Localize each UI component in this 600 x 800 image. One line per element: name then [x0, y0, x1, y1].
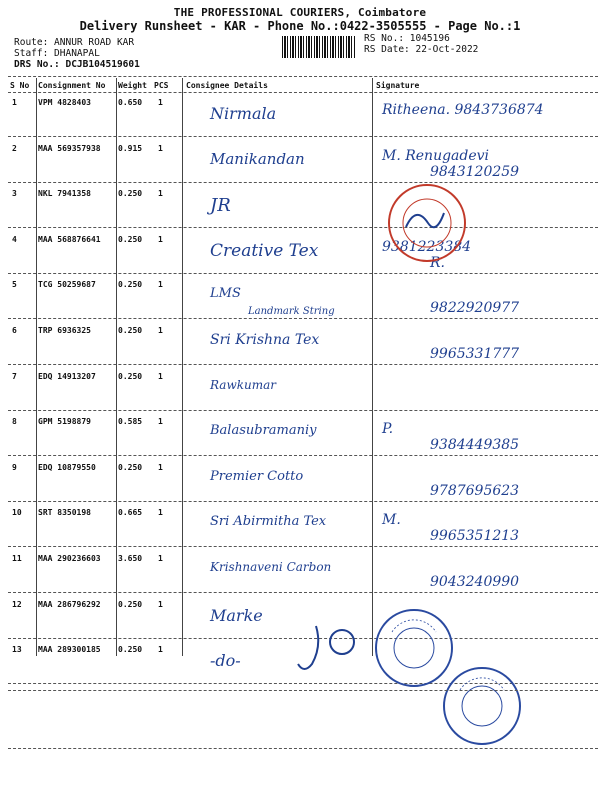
consignment-number: VPM 4828403 — [38, 98, 91, 107]
rs-number: RS No.: 1045196 — [364, 33, 450, 44]
row-divider — [8, 592, 598, 593]
row-divider — [8, 136, 598, 137]
column-header-sno: S No — [10, 81, 30, 90]
consignment-number: EDQ 14913207 — [38, 372, 96, 381]
row-serial-number: 12 — [12, 600, 22, 609]
row-weight: 3.650 — [118, 554, 143, 563]
row-weight: 0.250 — [118, 645, 143, 654]
row-weight: 0.650 — [118, 98, 143, 107]
row-pcs: 1 — [158, 508, 163, 517]
consignment-number: MAA 568876641 — [38, 235, 101, 244]
receiver-signature: M. — [382, 512, 401, 528]
column-divider — [372, 78, 373, 656]
consignee-name: Sri Abirmitha Tex — [210, 514, 327, 529]
consignee-name: Manikandan — [210, 150, 305, 168]
consignment-number: TRP 6936325 — [38, 326, 91, 335]
row-serial-number: 13 — [12, 645, 22, 654]
row-pcs: 1 — [158, 144, 163, 153]
consignment-number: MAA 286796292 — [38, 600, 101, 609]
consignee-name: LMS — [210, 286, 241, 301]
receiver-phone: 9384449385 — [430, 437, 520, 453]
column-header-consignment: Consignment No — [38, 81, 106, 90]
rs-info-block — [364, 33, 478, 55]
row-pcs: 1 — [158, 326, 163, 335]
row-divider — [8, 546, 598, 547]
row-divider — [8, 501, 598, 502]
row-serial-number: 5 — [12, 280, 17, 289]
consignment-number: MAA 569357938 — [38, 144, 101, 153]
receiver-phone: 9965351213 — [430, 528, 520, 544]
row-divider — [8, 410, 598, 411]
consignment-number: NKL 7941358 — [38, 189, 91, 198]
row-divider — [8, 318, 598, 319]
row-serial-number: 1 — [12, 98, 17, 107]
row-serial-number: 7 — [12, 372, 17, 381]
row-pcs: 1 — [158, 372, 163, 381]
receiver-phone: 9822920977 — [430, 300, 520, 316]
column-header-pcs: PCS — [154, 81, 169, 90]
row-weight: 0.585 — [118, 417, 143, 426]
consignee-name: Krishnaveni Carbon — [210, 560, 332, 574]
receiver-phone: 9965331777 — [430, 346, 520, 362]
receiver-signature: P. — [382, 421, 394, 437]
row-pcs: 1 — [158, 463, 163, 472]
row-divider — [8, 364, 598, 365]
row-serial-number: 8 — [12, 417, 17, 426]
column-divider — [36, 78, 37, 656]
staff-label: Staff: DHANAPAL — [14, 48, 100, 59]
row-serial-number: 3 — [12, 189, 17, 198]
row-serial-number: 10 — [12, 508, 22, 517]
row-pcs: 1 — [158, 235, 163, 244]
row-serial-number: 2 — [12, 144, 17, 153]
row-pcs: 1 — [158, 417, 163, 426]
route-info-block — [14, 37, 140, 70]
route-label: Route: ANNUR ROAD KAR — [14, 37, 135, 48]
header-divider-bottom — [8, 92, 598, 93]
consignment-number: TCG 50259687 — [38, 280, 96, 289]
footer-divider — [8, 690, 598, 691]
column-header-signature: Signature — [376, 81, 420, 90]
row-weight: 0.250 — [118, 463, 143, 472]
row-weight: 0.250 — [118, 189, 143, 198]
company-title: THE PROFESSIONAL COURIERS, Coimbatore — [173, 6, 427, 19]
receiver-phone: R. — [430, 255, 445, 271]
row-weight: 0.665 — [118, 508, 143, 517]
runsheet-title: Delivery Runsheet - KAR - Phone No.:0422-3505555 - Page No.:1 — [79, 19, 521, 33]
consignee-name: -do- — [210, 651, 241, 670]
consignment-number: MAA 290236603 — [38, 554, 101, 563]
consignee-name: Creative Tex — [210, 241, 319, 261]
consignee-name: Premier Cotto — [210, 469, 304, 484]
barcode-image — [282, 36, 356, 58]
column-divider — [116, 78, 117, 656]
receiver-signature: M. Renugadevi — [382, 148, 490, 164]
receiver-signature: 9381223384 — [382, 239, 472, 255]
receiver-phone: 9843120259 — [430, 164, 520, 180]
row-pcs: 1 — [158, 600, 163, 609]
row-pcs: 1 — [158, 554, 163, 563]
receiver-signature: Ritheena. 9843736874 — [382, 102, 544, 118]
row-weight: 0.250 — [118, 372, 143, 381]
column-header-consignee: Consignee Details — [186, 81, 268, 90]
consignment-number: SRT 8350198 — [38, 508, 91, 517]
row-pcs: 1 — [158, 280, 163, 289]
row-pcs: 1 — [158, 98, 163, 107]
column-header-weight: Weight — [118, 81, 147, 90]
handwritten-initials — [294, 620, 364, 676]
row-weight: 0.250 — [118, 600, 143, 609]
row-divider — [8, 227, 598, 228]
consignee-name-secondary: Landmark String — [248, 306, 335, 317]
row-pcs: 1 — [158, 189, 163, 198]
row-divider — [8, 455, 598, 456]
consignee-name: Marke — [210, 606, 263, 625]
consignee-name: Rawkumar — [210, 378, 277, 392]
consignee-name: JR — [210, 195, 231, 216]
row-weight: 0.250 — [118, 280, 143, 289]
row-serial-number: 6 — [12, 326, 17, 335]
receiver-phone: 9043240990 — [430, 574, 520, 590]
row-serial-number: 11 — [12, 554, 22, 563]
drs-label: DRS No.: DCJB104519601 — [14, 59, 140, 70]
consignment-number: MAA 289300185 — [38, 645, 101, 654]
receiver-phone: 9787695623 — [430, 483, 520, 499]
consignment-number: EDQ 10879550 — [38, 463, 96, 472]
company-stamp-red — [386, 182, 468, 264]
row-divider — [8, 182, 598, 183]
row-weight: 0.250 — [118, 326, 143, 335]
engineering-works-stamp — [440, 664, 524, 748]
row-divider — [8, 273, 598, 274]
header-divider-top — [8, 76, 598, 77]
row-serial-number: 9 — [12, 463, 17, 472]
row-weight: 0.250 — [118, 235, 143, 244]
consignee-name: Balasubramaniy — [210, 423, 317, 438]
row-weight: 0.915 — [118, 144, 143, 153]
footer-divider — [8, 748, 598, 749]
row-serial-number: 4 — [12, 235, 17, 244]
rs-date: RS Date: 22-Oct-2022 — [364, 44, 479, 55]
consignee-name: Sri Krishna Tex — [210, 332, 320, 348]
consignee-name: Nirmala — [210, 104, 277, 123]
row-pcs: 1 — [158, 645, 163, 654]
consignment-number: GPM 5198879 — [38, 417, 91, 426]
column-divider — [182, 78, 183, 656]
